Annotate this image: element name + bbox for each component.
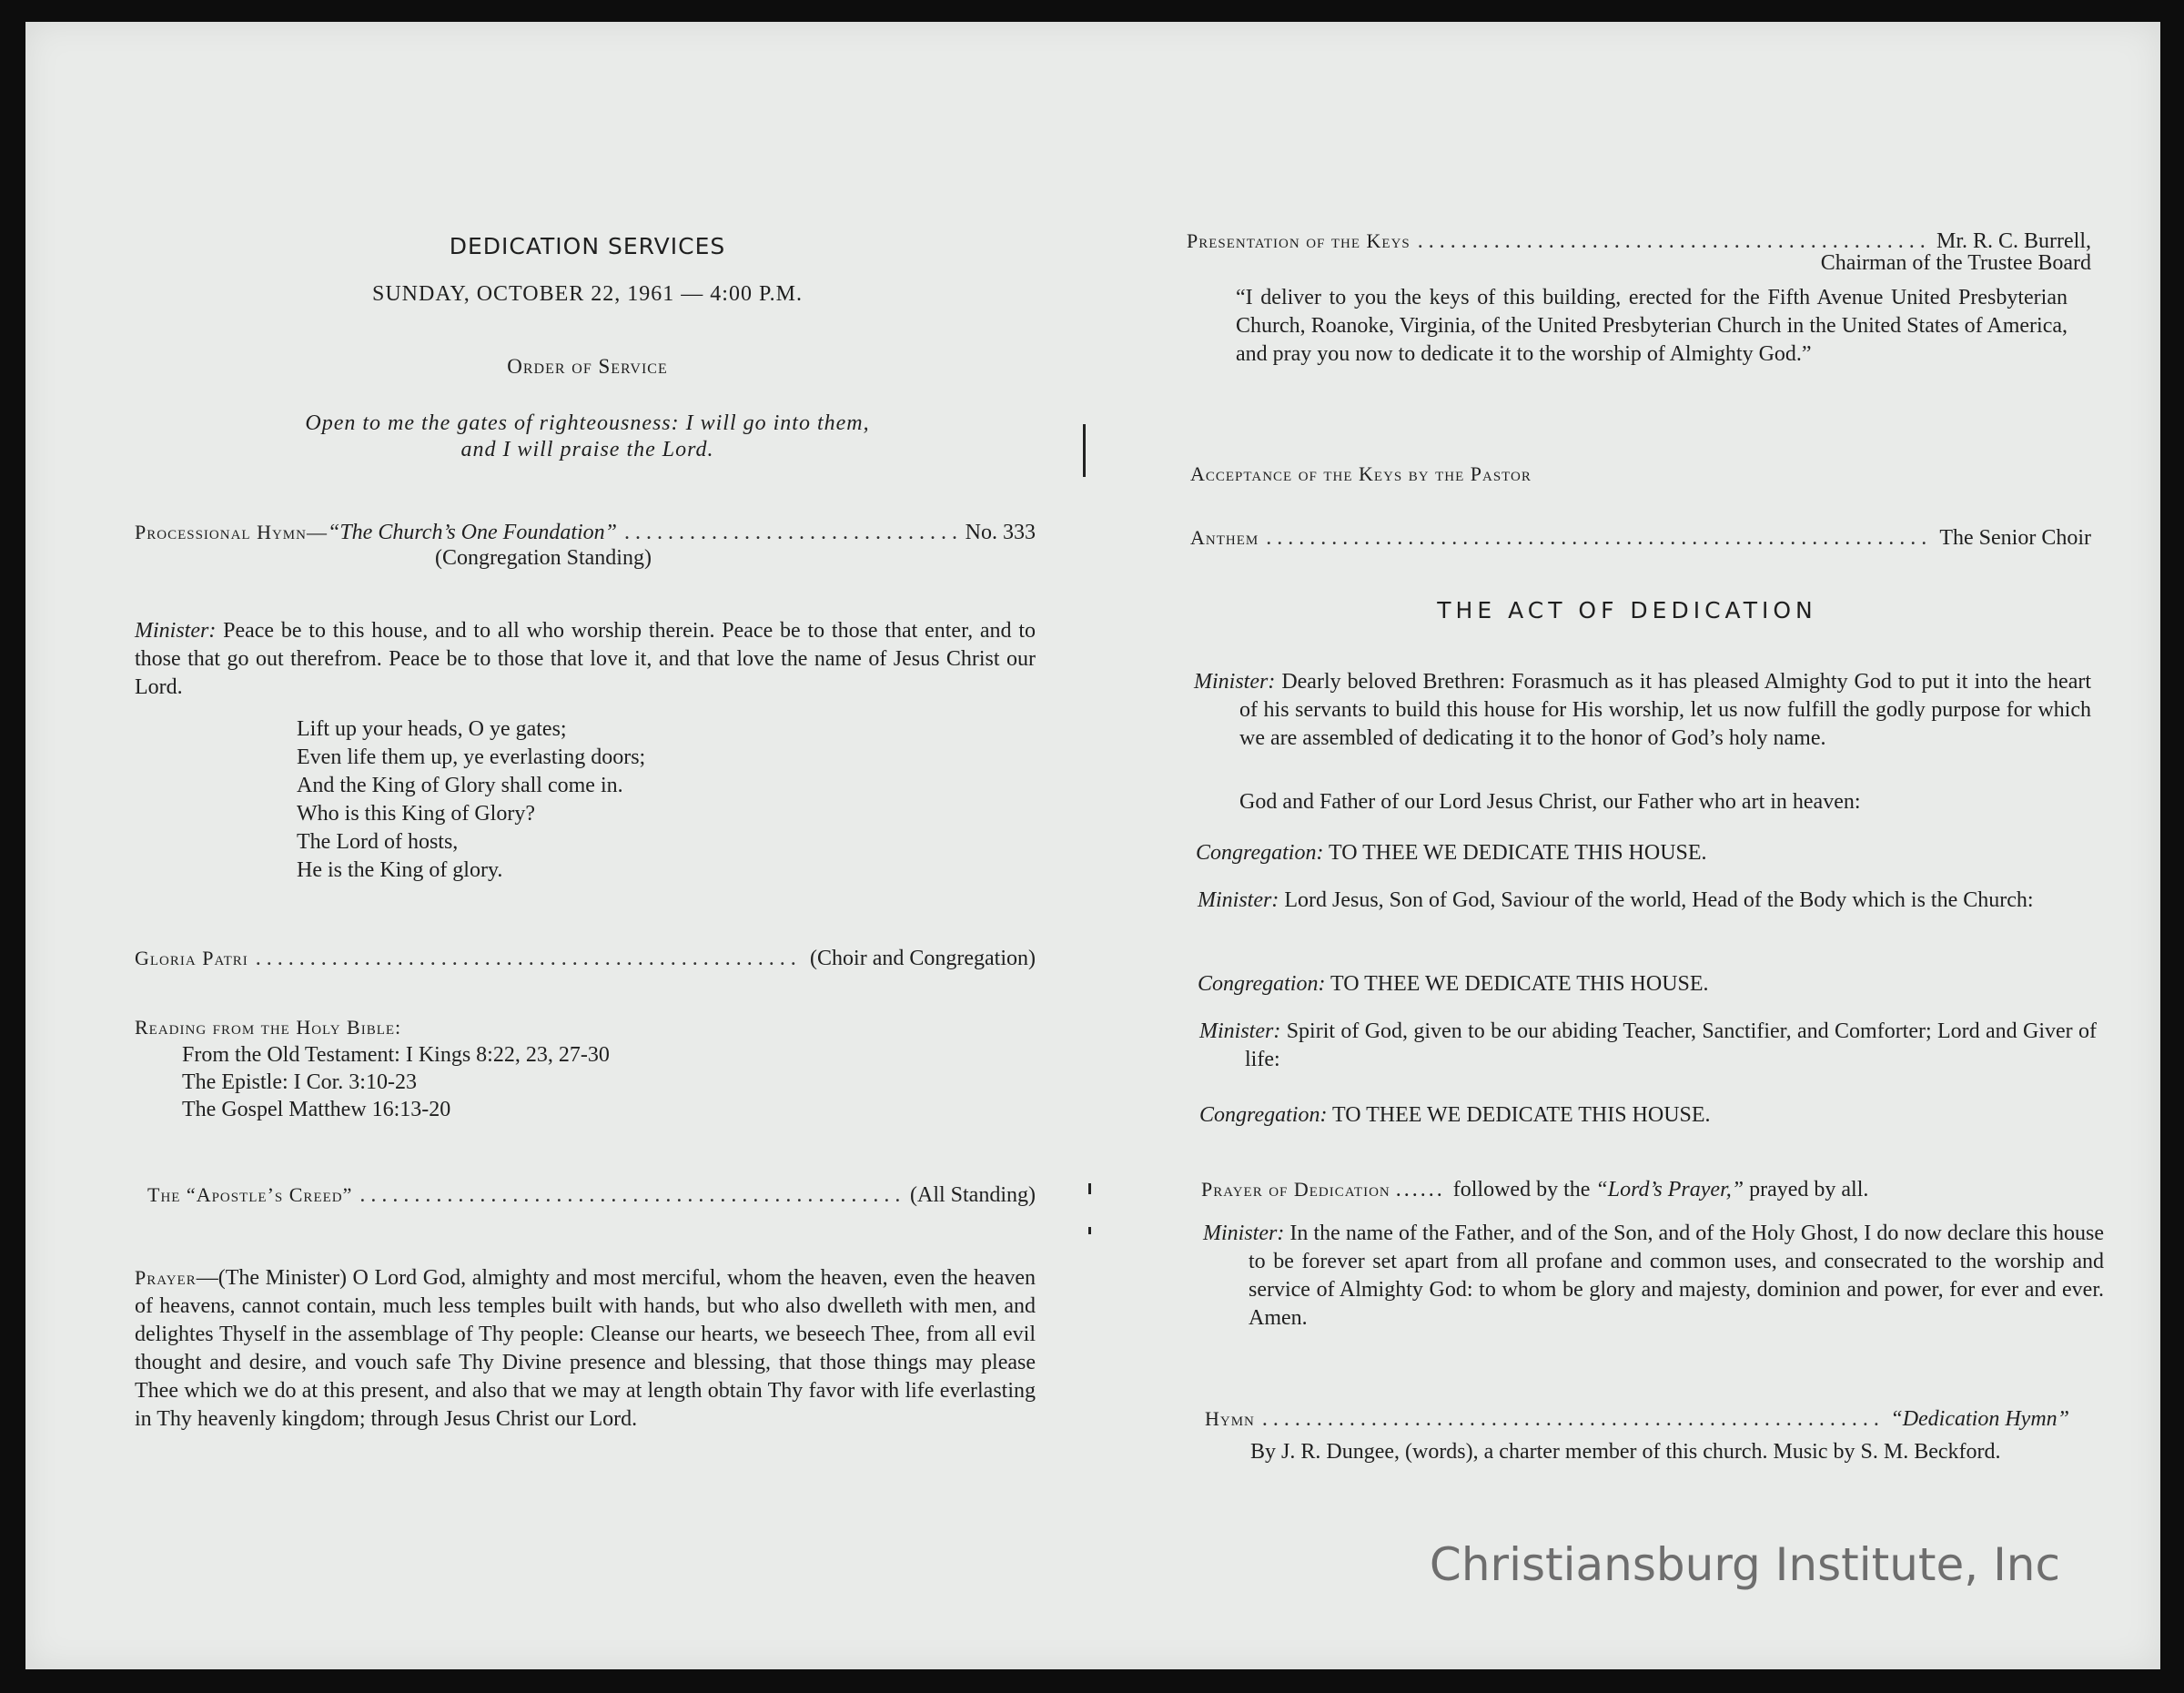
intro-line-2: and I will praise the Lord. xyxy=(460,438,714,461)
hymn-credit: By J. R. Dungee, (words), a charter member of this church. Music by S. M. Beckford. xyxy=(1250,1440,2001,1464)
fold-mark xyxy=(1088,1227,1091,1234)
prayer-of-dedication xyxy=(1201,1178,1868,1202)
psalm-line: Who is this King of Glory? xyxy=(297,802,535,826)
processional-note: (Congregation Standing) xyxy=(435,546,652,570)
minister-text: Peace be to this house, and to all who worship therein. Peace be to those that enter, and to those that go out therefrom. Peace be to those that love it, and that love the name of Jesus Christ our Lord. xyxy=(135,619,1036,699)
gloria-patri xyxy=(135,947,1036,971)
minister-text: Lord Jesus, Son of God, Saviour of the world, Head of the Body which is the Church: xyxy=(1284,888,2034,912)
reading-item: The Epistle: I Cor. 3:10-23 xyxy=(182,1070,417,1094)
keys-quote: “I deliver to you the keys of this building, erected for the Fifth Avenue United Presbyterian Church, Roanoke, Virginia, of the United Presbyterian Church in the United States of America, and pray you now to dedicate it to the worship of Almighty God.” xyxy=(1236,286,2068,366)
keys-value: Mr. R. C. Burrell, xyxy=(1936,229,2091,253)
keys-value-2: Chairman of the Trustee Board xyxy=(1820,251,2091,275)
leader-dots xyxy=(1418,229,1929,254)
congregation-response-1 xyxy=(1196,841,1707,866)
leader-dots xyxy=(359,1183,903,1208)
psalm-line: The Lord of hosts, xyxy=(297,830,459,854)
prayer-label: Prayer of Dedication xyxy=(1201,1178,1390,1201)
anthem xyxy=(1190,526,2091,551)
hymn-value: “Dedication Hymn” xyxy=(1890,1407,2069,1431)
prayer-mid: followed by the xyxy=(1452,1178,1591,1201)
reading-item: From the Old Testament: I Kings 8:22, 23, 27-30 xyxy=(182,1043,610,1067)
fold-mark xyxy=(1088,1183,1091,1194)
minister-dedication-1 xyxy=(1194,668,2091,753)
service-date: SUNDAY, OCTOBER 22, 1961 — 4:00 P.M. xyxy=(372,282,803,306)
prayer-title: “Lord’s Prayer,” xyxy=(1595,1178,1744,1201)
minister-text-2: God and Father of our Lord Jesus Christ, our Father who art in heaven: xyxy=(1239,790,1861,814)
psalm-line: Even life them up, ye everlasting doors; xyxy=(297,745,646,769)
leader-dots xyxy=(1266,526,1932,551)
psalm-line: Lift up your heads, O ye gates; xyxy=(297,717,567,741)
prayer-label: Prayer xyxy=(135,1266,197,1289)
readings-list xyxy=(182,1041,610,1123)
processional-label: Processional Hymn— xyxy=(135,521,328,543)
opening-prayer xyxy=(135,1263,1036,1434)
hymn-label: Hymn xyxy=(1205,1407,1255,1430)
congregation-response-2 xyxy=(1198,972,1709,997)
apostles-creed xyxy=(147,1183,1036,1208)
congregation-text: TO THEE WE DEDICATE THIS HOUSE. xyxy=(1329,841,1707,865)
order-heading: Order of Service xyxy=(507,355,668,378)
reading-item: The Gospel Matthew 16:13-20 xyxy=(182,1098,451,1121)
minister-label: Minister: xyxy=(1198,888,1279,912)
leader-dots xyxy=(624,521,958,545)
keys-label: Presentation of the Keys xyxy=(1187,229,1410,252)
minister-text: In the name of the Father, and of the Son, and of the Holy Ghost, I do now declare this house to be forever set apart from all profane and common uses, and consecrated to the worship and service of Almighty God: to whom be glory and majesty, dominion and power, for ever and ever. Amen. xyxy=(1249,1222,2105,1330)
minister-greeting xyxy=(135,617,1036,702)
psalm-line: He is the King of glory. xyxy=(297,858,503,882)
dedication-hymn xyxy=(1205,1407,2069,1432)
minister-text: Spirit of God, given to be our abiding Teacher, Sanctifier, and Comforter; Lord and Giver of life: xyxy=(1245,1019,2098,1071)
acceptance-of-keys: Acceptance of the Keys by the Pastor xyxy=(1190,462,1532,485)
leader-dots xyxy=(1262,1407,1883,1432)
program-title: DEDICATION SERVICES xyxy=(449,233,726,259)
act-heading: THE ACT OF DEDICATION xyxy=(1437,597,1817,623)
creed-label: The “Apostle’s Creed” xyxy=(147,1183,353,1206)
minister-label: Minister: xyxy=(1199,1019,1281,1043)
congregation-label: Congregation: xyxy=(1199,1103,1328,1127)
program-sheet xyxy=(25,22,2160,1669)
leader-dots: ...... xyxy=(1395,1178,1453,1201)
minister-label: Minister: xyxy=(135,619,217,643)
minister-label: Minister: xyxy=(1203,1222,1285,1245)
creed-value: (All Standing) xyxy=(910,1183,1036,1207)
prayer-text: —(The Minister) O Lord God, almighty and most merciful, whom the heaven, even the heaven of heavens, cannot contain, much less temples built with hands, but who also dwelleth with men, and delightes Thyself in the assemblage of Thy people: Cleanse our hearts, we beseech Thee, from all evil thought and desire, and vouch safe Thy Divine presence and blessing, that those things may please Thee which we do at this present, and also that we may at length obtain Thy favor with life everlasting in Thy heavenly kingdom; through Jesus Christ our Lord. xyxy=(135,1266,1036,1431)
reading-label: Reading from the Holy Bible: xyxy=(135,1016,402,1039)
leader-dots xyxy=(256,947,803,971)
gloria-value: (Choir and Congregation) xyxy=(810,947,1036,970)
psalm-verses xyxy=(297,715,645,885)
minister-text: Dearly beloved Brethren: Forasmuch as it has pleased Almighty God to put it into the heart of his servants to build this house for His worship, let us now fulfill the godly purpose for which we are assembled of dedicating it to the honor of God’s holy name. xyxy=(1239,670,2092,750)
processional-hymn xyxy=(135,521,1036,545)
processional-value: No. 333 xyxy=(965,521,1036,544)
congregation-text: TO THEE WE DEDICATE THIS HOUSE. xyxy=(1330,972,1709,996)
psalm-line: And the King of Glory shall come in. xyxy=(297,774,623,797)
watermark: Christiansburg Institute, Inc xyxy=(1429,1538,2060,1591)
anthem-value: The Senior Choir xyxy=(1939,526,2091,550)
prayer-end: prayed by all. xyxy=(1749,1178,1869,1201)
minister-dedication-2 xyxy=(1198,887,2095,915)
gloria-label: Gloria Patri xyxy=(135,947,248,969)
anthem-label: Anthem xyxy=(1190,526,1259,549)
minister-declaration xyxy=(1203,1220,2104,1333)
minister-dedication-3 xyxy=(1199,1018,2097,1074)
presentation-of-keys xyxy=(1187,229,2091,254)
minister-label: Minister: xyxy=(1194,670,1276,694)
congregation-label: Congregation: xyxy=(1198,972,1326,996)
fold-mark xyxy=(1083,424,1086,477)
processional-title: “The Church’s One Foundation” xyxy=(327,521,618,544)
congregation-response-3 xyxy=(1199,1103,1711,1128)
congregation-label: Congregation: xyxy=(1196,841,1324,865)
congregation-text: TO THEE WE DEDICATE THIS HOUSE. xyxy=(1332,1103,1711,1127)
intro-line-1: Open to me the gates of righteousness: I will go into them, xyxy=(305,411,870,435)
